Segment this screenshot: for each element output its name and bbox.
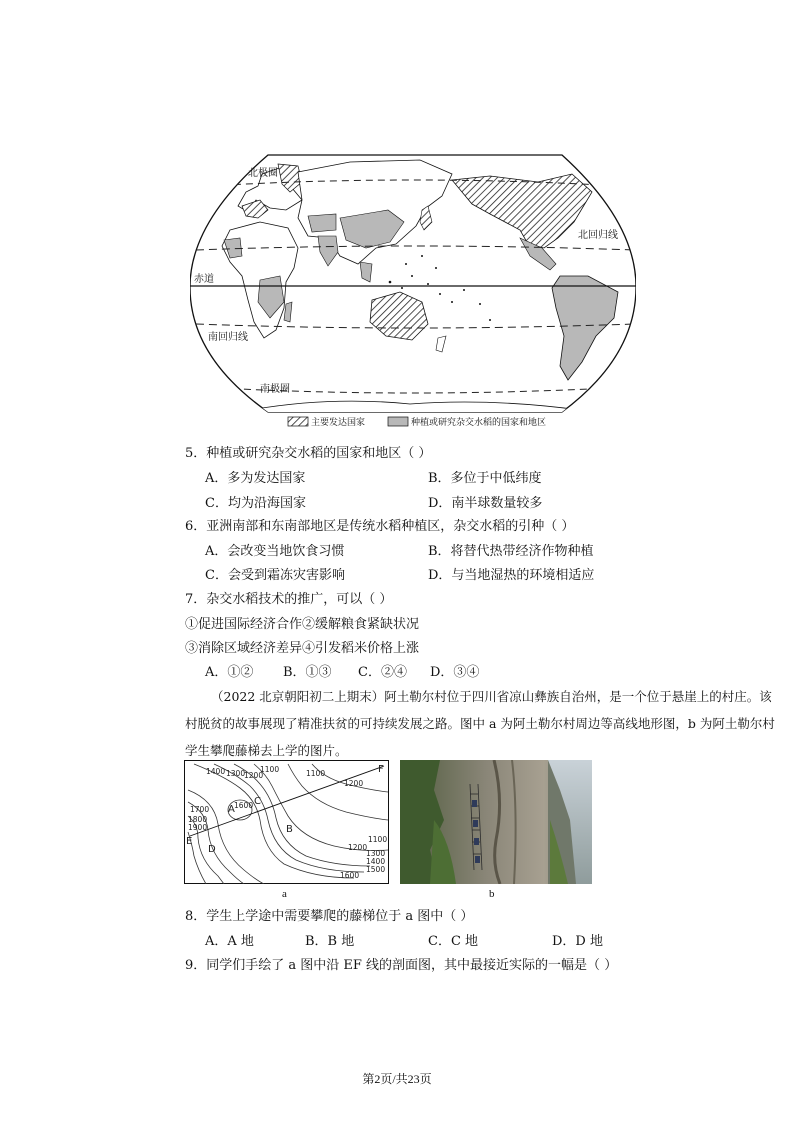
svg-text:1100: 1100 (368, 835, 388, 844)
label-south-polar: 南极圈 (260, 384, 290, 395)
q7-stem: 7．杂交水稻技术的推广，可以（ ） (185, 592, 393, 607)
q8-option-d[interactable]: D．D 地 (552, 934, 603, 949)
svg-text:1800: 1800 (188, 815, 208, 824)
svg-text:1200: 1200 (344, 779, 364, 788)
legend-rice: 种植或研究杂交水稻的国家和地区 (411, 418, 547, 428)
cliff-ladder-photo (400, 760, 592, 884)
q5-option-b[interactable]: B．多位于中低纬度 (428, 471, 542, 486)
figure-a-caption: a (282, 888, 287, 900)
q5-option-d[interactable]: D．南半球数量较多 (428, 496, 543, 511)
svg-text:1500: 1500 (366, 865, 386, 874)
svg-text:1300: 1300 (226, 769, 246, 778)
map-legend (288, 416, 546, 428)
figure-b-caption: b (489, 888, 495, 900)
q7-option-b[interactable]: B．①③ (283, 665, 332, 680)
svg-text:1400: 1400 (206, 767, 226, 776)
svg-text:1200: 1200 (244, 771, 264, 780)
q7-statement-line-2: ③消除区域经济差异④引发稻米价格上涨 (185, 641, 420, 656)
point-b-label: B (286, 824, 293, 835)
q7-option-d[interactable]: D．③④ (430, 665, 480, 680)
svg-text:1100: 1100 (260, 765, 280, 774)
q7-option-c[interactable]: C．②④ (358, 665, 407, 680)
svg-text:1300: 1300 (366, 849, 386, 858)
q6-stem: 6．亚洲南部和东南部地区是传统水稻种植区，杂交水稻的引种（ ） (185, 519, 575, 534)
point-c-label: C (254, 796, 261, 807)
point-a-label: A (228, 804, 235, 815)
q9-stem: 9．同学们手绘了 a 图中沿 EF 线的剖面图，其中最接近实际的一幅是（ ） (185, 958, 618, 973)
q5-option-a[interactable]: A．多为发达国家 (205, 471, 306, 486)
label-tropic-cancer: 北回归线 (578, 230, 618, 241)
label-north-polar: 北极圈 (248, 168, 278, 179)
q5-option-c[interactable]: C．均为沿海国家 (205, 496, 306, 511)
q6-option-d[interactable]: D．与当地湿热的环境相适应 (428, 568, 595, 583)
passage-line-2: 村脱贫的故事展现了精准扶贫的可持续发展之路。图中 a 为阿土勒尔村周边等高线地形图，b 为阿土勒尔村 (185, 716, 775, 731)
label-equator: 赤道 (194, 274, 214, 285)
legend-developed: 主要发达国家 (311, 418, 366, 428)
passage-line-3: 学生攀爬藤梯去上学的图片。 (185, 743, 348, 758)
point-f-label: F (378, 764, 384, 775)
q8-option-b[interactable]: B．B 地 (305, 934, 355, 949)
q8-option-c[interactable]: C．C 地 (428, 934, 479, 949)
svg-text:1200: 1200 (348, 843, 368, 852)
point-d-label: D (208, 844, 216, 855)
svg-text:1400: 1400 (366, 857, 386, 866)
q6-option-b[interactable]: B．将替代热带经济作物种植 (428, 544, 594, 559)
page-number: 第2页/共23页 (362, 1072, 432, 1086)
contour-map-figure (184, 760, 389, 884)
svg-text:1900: 1900 (188, 823, 208, 832)
q8-option-a[interactable]: A．A 地 (205, 934, 254, 949)
svg-text:1600: 1600 (234, 801, 254, 810)
q6-option-c[interactable]: C．会受到霜冻灾害影响 (205, 568, 345, 583)
q5-stem: 5．种植或研究杂交水稻的国家和地区（ ） (185, 446, 432, 461)
q6-option-a[interactable]: A．会改变当地饮食习惯 (205, 544, 345, 559)
land-centralasia-rice (308, 214, 336, 232)
q7-option-a[interactable]: A．①② (205, 665, 254, 680)
passage-line-1: （2022 北京朝阳初二上期末）阿土勒尔村位于四川省凉山彝族自治州，是一个位于悬崖上的村庄。该 (211, 689, 772, 704)
svg-text:1100: 1100 (306, 769, 326, 778)
q7-statement-line-1: ①促进国际经济合作②缓解粮食紧缺状况 (185, 617, 420, 632)
point-e-label: E (186, 836, 193, 847)
world-map-figure (190, 152, 636, 428)
svg-text:1600: 1600 (340, 871, 360, 880)
passage (185, 683, 775, 764)
q8-stem: 8．学生上学途中需要攀爬的藤梯位于 a 图中（ ） (185, 909, 474, 924)
label-tropic-capricorn: 南回归线 (208, 332, 248, 343)
svg-text:1700: 1700 (190, 805, 210, 814)
